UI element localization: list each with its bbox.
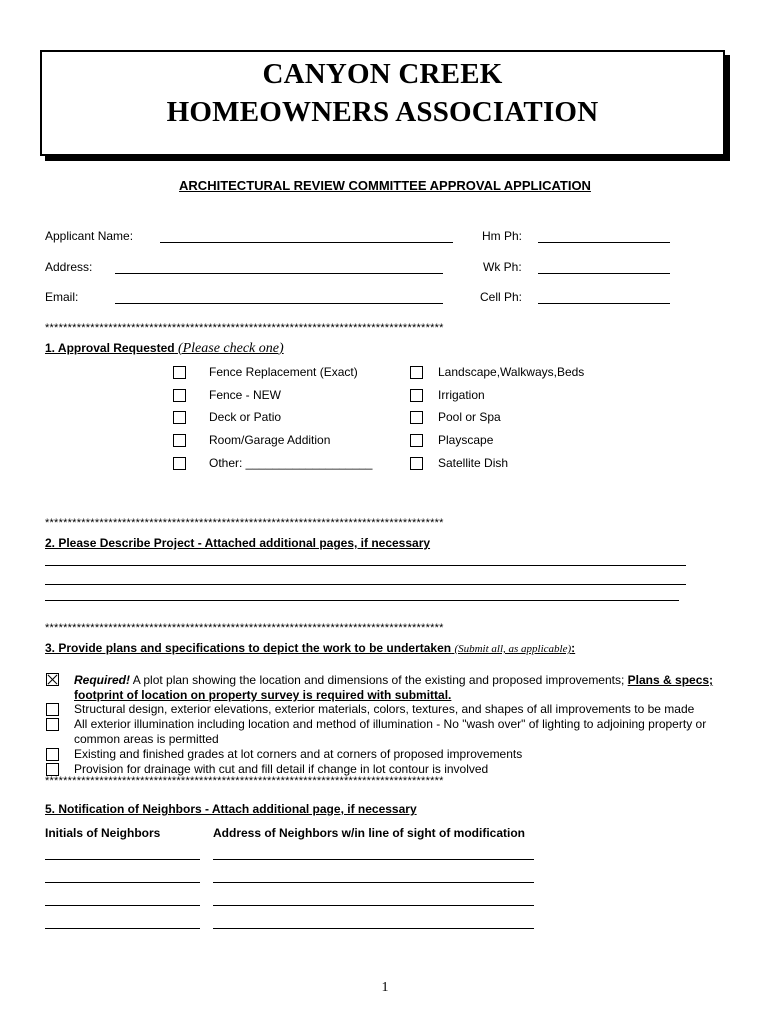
option-fence-replacement: Fence Replacement (Exact) xyxy=(209,365,358,379)
section-3-title: 3. Provide plans and specifications to depict the work to be undertaken xyxy=(45,641,452,655)
checkbox-other[interactable] xyxy=(173,457,186,470)
address-field[interactable] xyxy=(115,273,443,274)
home-phone-field[interactable] xyxy=(538,242,670,243)
checkbox-playscape[interactable] xyxy=(410,434,423,447)
neighbor-address-3[interactable] xyxy=(213,905,534,906)
neighbor-address-2[interactable] xyxy=(213,882,534,883)
description-line-2[interactable] xyxy=(45,584,686,585)
separator-3: **************************************************************************************** xyxy=(45,622,444,634)
option-landscape: Landscape,Walkways,Beds xyxy=(438,365,585,379)
address-label: Address: xyxy=(45,260,93,274)
neighbor-initials-1[interactable] xyxy=(45,859,200,860)
work-phone-label: Wk Ph: xyxy=(483,260,522,274)
section-3-colon: : xyxy=(571,641,576,655)
col-address-header: Address of Neighbors w/in line of sight of modification xyxy=(213,826,526,840)
section-5-heading: 5. Notification of Neighbors - Attach additional page, if necessary xyxy=(45,802,417,816)
item-grades: Existing and finished grades at lot corners and at corners of proposed improvements xyxy=(74,747,523,761)
home-phone-label: Hm Ph: xyxy=(482,229,523,243)
neighbor-address-1[interactable] xyxy=(213,859,534,860)
item-structural-design: Structural design, exterior elevations, exterior materials, colors, textures, and shapes of all improvements to be made xyxy=(74,702,695,716)
work-phone-field[interactable] xyxy=(538,273,670,274)
neighbor-initials-3[interactable] xyxy=(45,905,200,906)
required-bold-text: Plans & specs; footprint of location on property survey is required with submittal. xyxy=(74,673,714,702)
applicant-name-field[interactable] xyxy=(160,242,453,243)
neighbor-initials-4[interactable] xyxy=(45,928,200,929)
checkbox-structural-design[interactable] xyxy=(46,703,59,716)
description-line-1[interactable] xyxy=(45,565,686,566)
title-line-2: HOMEOWNERS ASSOCIATION xyxy=(166,96,599,128)
item-exterior-illumination: All exterior illumination including location and method of illumination - No "wash over" of lighting to adjoining property or common areas is permitted xyxy=(74,717,707,746)
option-satellite-dish: Satellite Dish xyxy=(438,456,509,470)
option-other: Other: ___________________ xyxy=(209,456,373,470)
required-text: A plot plan showing the location and dimensions of the existing and proposed improvements; xyxy=(130,673,628,687)
checkbox-grades[interactable] xyxy=(46,748,59,761)
option-pool-spa: Pool or Spa xyxy=(438,410,501,424)
email-label: Email: xyxy=(45,290,79,304)
title-box xyxy=(40,50,725,156)
checkbox-landscape[interactable] xyxy=(410,366,423,379)
separator-4: **************************************************************************************** xyxy=(45,775,444,787)
required-plot-plan-text xyxy=(74,673,754,703)
neighbor-initials-2[interactable] xyxy=(45,882,200,883)
separator-2: **************************************************************************************** xyxy=(45,517,444,529)
section-1-heading xyxy=(45,341,284,357)
form-subtitle: ARCHITECTURAL REVIEW COMMITTEE APPROVAL APPLICATION xyxy=(179,178,591,193)
checkbox-irrigation[interactable] xyxy=(410,389,423,402)
section-1-title: 1. Approval Requested xyxy=(45,341,175,355)
required-label: Required! xyxy=(74,673,131,687)
checkbox-deck-patio[interactable] xyxy=(173,411,186,424)
section-3-heading xyxy=(45,641,575,655)
option-playscape: Playscape xyxy=(438,433,494,447)
neighbor-address-4[interactable] xyxy=(213,928,534,929)
option-deck-patio: Deck or Patio xyxy=(209,410,282,424)
description-line-3[interactable] xyxy=(45,600,679,601)
section-1-note: (Please check one) xyxy=(177,341,284,356)
applicant-name-label: Applicant Name: xyxy=(45,229,134,243)
page-number: 1 xyxy=(381,980,389,995)
col-initials-header: Initials of Neighbors xyxy=(45,826,161,840)
section-2-heading: 2. Please Describe Project - Attached additional pages, if necessary xyxy=(45,536,431,550)
checkbox-fence-replacement[interactable] xyxy=(173,366,186,379)
checkbox-satellite-dish[interactable] xyxy=(410,457,423,470)
section-3-note: (Submit all, as applicable) xyxy=(454,643,572,655)
cell-phone-label: Cell Ph: xyxy=(480,290,523,304)
checkbox-pool-spa[interactable] xyxy=(410,411,423,424)
checkbox-exterior-illumination[interactable] xyxy=(46,718,59,731)
item-drainage: Provision for drainage with cut and fill detail if change in lot contour is involved xyxy=(74,762,489,776)
option-irrigation: Irrigation xyxy=(438,388,485,402)
title-line-1: CANYON CREEK xyxy=(262,58,503,90)
option-fence-new: Fence - NEW xyxy=(209,388,282,402)
email-field[interactable] xyxy=(115,303,443,304)
checkbox-required-plot-plan[interactable] xyxy=(46,673,59,686)
checkbox-room-garage[interactable] xyxy=(173,434,186,447)
cell-phone-field[interactable] xyxy=(538,303,670,304)
option-room-garage: Room/Garage Addition xyxy=(209,433,331,447)
checkbox-fence-new[interactable] xyxy=(173,389,186,402)
separator-1: **************************************************************************************** xyxy=(45,322,444,334)
